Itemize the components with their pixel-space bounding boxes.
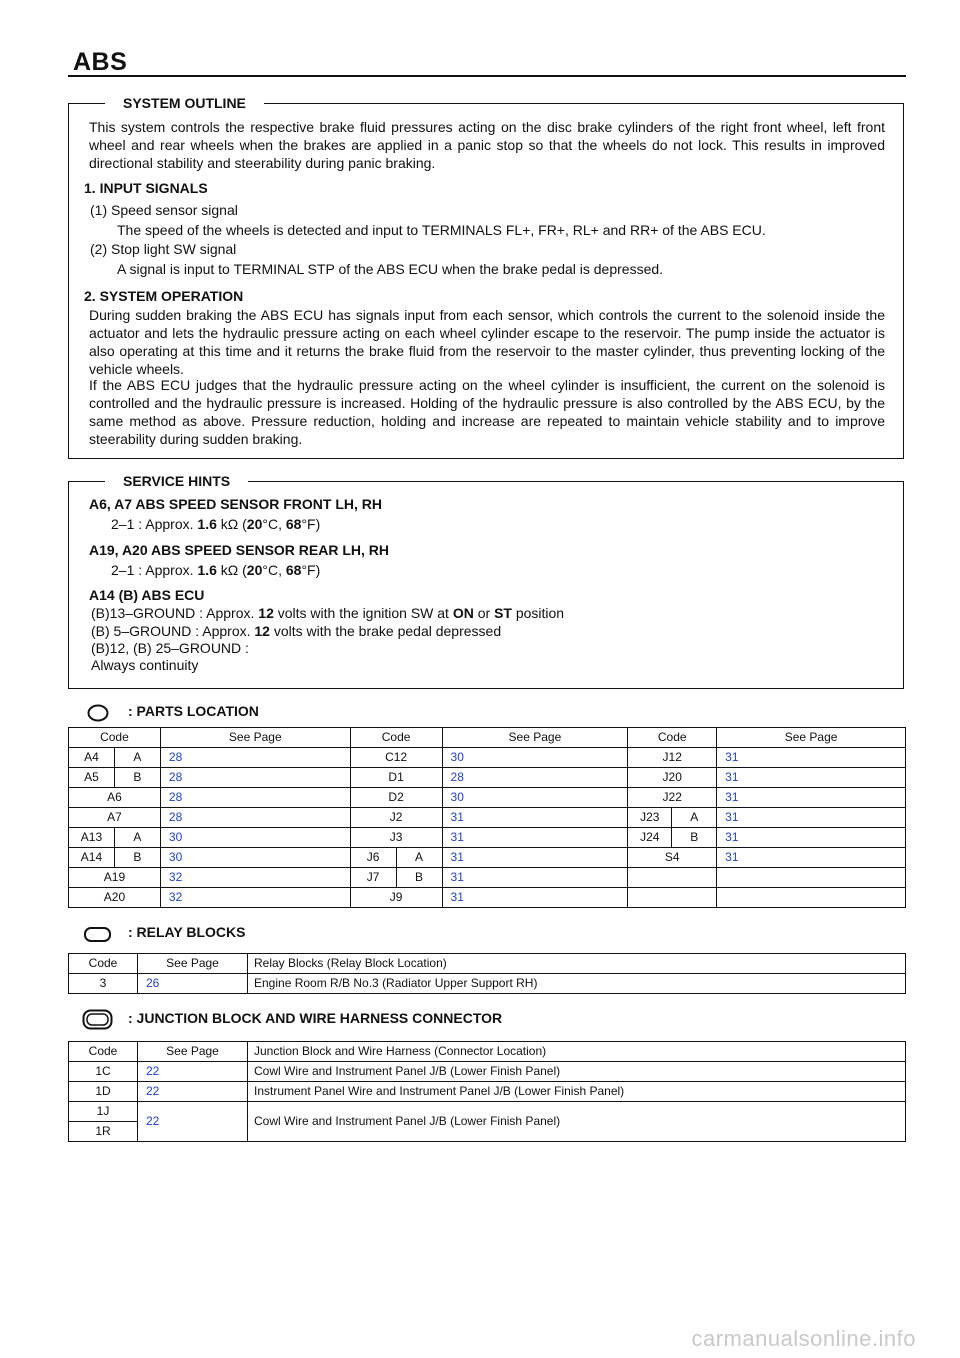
junction-block-table (68, 1041, 906, 1142)
parts-code: J24 (628, 828, 672, 848)
hint-3-l1-on: ON (452, 605, 474, 621)
hint-3-title: A14 (B) ABS ECU (89, 587, 205, 603)
hint-1-temp-c: 20 (246, 516, 263, 532)
relay-header-see-page: See Page (138, 954, 248, 974)
relay-code: 3 (69, 974, 138, 994)
hint-1-text-c: kΩ ( (216, 516, 247, 532)
outline-section-2-title: 2. SYSTEM OPERATION (84, 288, 244, 304)
parts-code: D1 (350, 768, 442, 788)
parts-code-suffix: A (114, 748, 160, 768)
junction-location: Cowl Wire and Instrument Panel J/B (Lower Finish Panel) (248, 1062, 906, 1082)
junction-code: 1C (69, 1062, 138, 1082)
hint-3-l1-e: or (473, 605, 495, 621)
parts-code: J20 (628, 768, 717, 788)
parts-code: J3 (350, 828, 442, 848)
parts-code-suffix: A (672, 808, 717, 828)
outline-s1a-text: The speed of the wheels is detected and input to TERMINALS FL+, FR+, RL+ and RR+ of the ABS ECU. (117, 222, 766, 238)
junction-header-location: Junction Block and Wire Harness (Connector Location) (248, 1042, 906, 1062)
parts-see-page-link[interactable]: 31 (717, 788, 906, 808)
table-row (69, 868, 906, 888)
table-row (69, 1062, 906, 1082)
junction-header-see-page: See Page (138, 1042, 248, 1062)
page-title: ABS (73, 48, 128, 76)
table-row (69, 768, 906, 788)
hint-3-line-3: (B)12, (B) 25–GROUND : (91, 640, 249, 656)
parts-see-page-link[interactable]: 30 (442, 748, 628, 768)
parts-code: A14 (69, 848, 115, 868)
parts-code: A19 (69, 868, 161, 888)
hint-3-l1-st: ST (494, 605, 512, 621)
hint-2-temp-c: 20 (246, 562, 263, 578)
parts-code-suffix: B (672, 828, 717, 848)
parts-code-suffix: B (396, 868, 442, 888)
parts-header-see-page: See Page (160, 728, 350, 748)
service-hints-box (68, 473, 904, 689)
parts-code: A6 (69, 788, 161, 808)
relay-see-page-link[interactable]: 26 (138, 974, 248, 994)
parts-see-page-link[interactable]: 31 (442, 808, 628, 828)
junction-location: Instrument Panel Wire and Instrument Panel J/B (Lower Finish Panel) (248, 1082, 906, 1102)
relay-header-location: Relay Blocks (Relay Block Location) (248, 954, 906, 974)
hint-2-text-e: °C, (262, 562, 286, 578)
outline-s2-para-1: During sudden braking the ABS ECU has signals input from each sensor, which controls the current to the solenoid inside the actuator and lets the hydraulic pressure acting on each wheel cylinder escape to the reservoir. The pump inside the actuator is also operating at this time and it returns the brake fluid from the reservoir to the master cylinder, thus preventing locking of the vehicle wheels. (89, 307, 885, 377)
outline-s1a-title: (1) Speed sensor signal (90, 202, 238, 218)
parts-code: A20 (69, 888, 161, 908)
parts-header-see-page: See Page (442, 728, 628, 748)
parts-code-suffix: B (114, 848, 160, 868)
table-row (69, 888, 906, 908)
junction-see-page-link[interactable]: 22 (138, 1062, 248, 1082)
parts-see-page-link (717, 868, 906, 888)
title-rule (68, 75, 906, 77)
hint-1-temp-f: 68 (285, 516, 302, 532)
parts-code-suffix: A (114, 828, 160, 848)
parts-see-page-link[interactable]: 31 (717, 808, 906, 828)
parts-see-page-link[interactable]: 31 (717, 768, 906, 788)
parts-see-page-link[interactable]: 31 (717, 748, 906, 768)
junction-block-double-rect-icon (82, 1009, 114, 1031)
junction-see-page-link[interactable]: 22 (138, 1102, 248, 1142)
outline-section-1-title: 1. INPUT SIGNALS (84, 180, 208, 196)
parts-see-page-link[interactable]: 31 (442, 828, 628, 848)
parts-code: J12 (628, 748, 717, 768)
parts-see-page-link[interactable]: 30 (442, 788, 628, 808)
hint-1-text-e: °C, (262, 516, 286, 532)
hint-1-text-g: °F) (301, 516, 321, 532)
table-row (69, 1102, 906, 1122)
parts-code: J2 (350, 808, 442, 828)
hint-3-line-2 (91, 622, 501, 640)
table-row (69, 808, 906, 828)
hint-1-title: A6, A7 ABS SPEED SENSOR FRONT LH, RH (89, 496, 383, 512)
parts-code: D2 (350, 788, 442, 808)
parts-header-code: Code (69, 728, 161, 748)
hint-2-value: 1.6 (197, 562, 217, 578)
junction-code: 1D (69, 1082, 138, 1102)
outline-s1b-title: (2) Stop light SW signal (90, 241, 237, 257)
hint-2-text-c: kΩ ( (216, 562, 247, 578)
parts-see-page-link[interactable]: 31 (442, 868, 628, 888)
hint-1-value: 1.6 (197, 516, 217, 532)
parts-see-page-link[interactable]: 30 (160, 848, 350, 868)
junction-code: 1J (69, 1102, 138, 1122)
hint-3-l1-a: (B)13–GROUND : Approx. (91, 605, 259, 621)
relay-location: Engine Room R/B No.3 (Radiator Upper Support RH) (248, 974, 906, 994)
parts-see-page-link[interactable]: 31 (717, 848, 906, 868)
hint-3-l1-volts: 12 (258, 605, 274, 621)
outline-s1b-text: A signal is input to TERMINAL STP of the ABS ECU when the brake pedal is depressed. (117, 261, 664, 277)
relay-table-header-row (69, 954, 906, 974)
parts-code: J7 (350, 868, 396, 888)
parts-code: A13 (69, 828, 115, 848)
parts-see-page-link[interactable]: 31 (717, 828, 906, 848)
junction-table-header-row (69, 1042, 906, 1062)
hint-1-text (111, 515, 320, 533)
parts-see-page-link[interactable]: 32 (160, 868, 350, 888)
relay-blocks-table (68, 953, 906, 994)
parts-code (628, 868, 717, 888)
parts-see-page-link[interactable]: 31 (442, 888, 628, 908)
hint-3-line-1 (91, 604, 564, 622)
parts-header-see-page: See Page (717, 728, 906, 748)
parts-see-page-link[interactable]: 30 (160, 828, 350, 848)
parts-see-page-link[interactable]: 28 (442, 768, 628, 788)
parts-code-suffix: A (396, 848, 442, 868)
hint-3-line-4: Always continuity (91, 657, 199, 673)
table-row (69, 848, 906, 868)
relay-header-code: Code (69, 954, 138, 974)
hint-3-l2-volts: 12 (254, 623, 270, 639)
parts-code: J23 (628, 808, 672, 828)
parts-code: J9 (350, 888, 442, 908)
hint-3-l2-a: (B) 5–GROUND : Approx. (91, 623, 255, 639)
junction-location: Cowl Wire and Instrument Panel J/B (Lower Finish Panel) (248, 1102, 906, 1142)
outline-s2-para-2: If the ABS ECU judges that the hydraulic pressure acting on the wheel cylinder is insufficient, the current on the solenoid is controlled and the hydraulic pressure is increased. Holding of the hydraulic pressure is also controlled by the ABS ECU, by the same method as above. Pressure reduction, holding and increase are repeated to maintain vehicle stability and to improve steerability during sudden braking. (89, 377, 885, 447)
hint-2-text-a: 2–1 : Approx. (111, 562, 198, 578)
parts-see-page-link[interactable]: 28 (160, 788, 350, 808)
parts-code: A7 (69, 808, 161, 828)
junction-block-heading: : JUNCTION BLOCK AND WIRE HARNESS CONNECTOR (128, 1010, 503, 1026)
table-row (69, 1082, 906, 1102)
hint-3-l1-c: volts with the ignition SW at (273, 605, 453, 621)
hint-1-text-a: 2–1 : Approx. (111, 516, 198, 532)
parts-see-page-link[interactable]: 32 (160, 888, 350, 908)
parts-see-page-link (717, 888, 906, 908)
parts-code: S4 (628, 848, 717, 868)
relay-blocks-rounded-rect-icon (83, 926, 113, 944)
system-outline-heading: SYSTEM OUTLINE (105, 93, 264, 113)
parts-code (628, 888, 717, 908)
parts-code: J22 (628, 788, 717, 808)
hint-2-text-g: °F) (301, 562, 321, 578)
junction-code: 1R (69, 1122, 138, 1142)
parts-code: C12 (350, 748, 442, 768)
table-row (69, 974, 906, 994)
parts-location-oval-icon (86, 703, 110, 723)
table-row (69, 788, 906, 808)
parts-see-page-link[interactable]: 31 (442, 848, 628, 868)
parts-code-suffix: B (114, 768, 160, 788)
parts-see-page-link[interactable]: 28 (160, 808, 350, 828)
parts-header-code: Code (628, 728, 717, 748)
parts-see-page-link[interactable]: 28 (160, 748, 350, 768)
parts-table-header-row (69, 728, 906, 748)
parts-code: A4 (69, 748, 115, 768)
parts-header-code: Code (350, 728, 442, 748)
table-row (69, 748, 906, 768)
hint-3-l1-g: position (511, 605, 565, 621)
hint-3-l2-c: volts with the brake pedal depressed (269, 623, 502, 639)
parts-code: A5 (69, 768, 115, 788)
parts-location-heading: : PARTS LOCATION (128, 703, 259, 719)
junction-see-page-link[interactable]: 22 (138, 1082, 248, 1102)
outline-intro: This system controls the respective brake fluid pressures acting on the disc brake cylinders of the right front wheel, left front wheel and rear wheels when the brakes are applied in a panic stop so that the wheels do not lock. This results in improved directional stability and steerability during panic braking. (89, 119, 885, 171)
parts-location-table (68, 727, 906, 908)
service-hints-heading: SERVICE HINTS (105, 471, 248, 491)
parts-see-page-link[interactable]: 28 (160, 768, 350, 788)
footer-watermark: carmanualsonline.info (691, 1326, 916, 1351)
junction-header-code: Code (69, 1042, 138, 1062)
table-row (69, 828, 906, 848)
hint-2-text (111, 561, 320, 579)
hint-2-title: A19, A20 ABS SPEED SENSOR REAR LH, RH (89, 542, 390, 558)
relay-blocks-heading: : RELAY BLOCKS (128, 924, 246, 940)
system-outline-box (68, 95, 904, 459)
parts-code: J6 (350, 848, 396, 868)
hint-2-temp-f: 68 (285, 562, 302, 578)
